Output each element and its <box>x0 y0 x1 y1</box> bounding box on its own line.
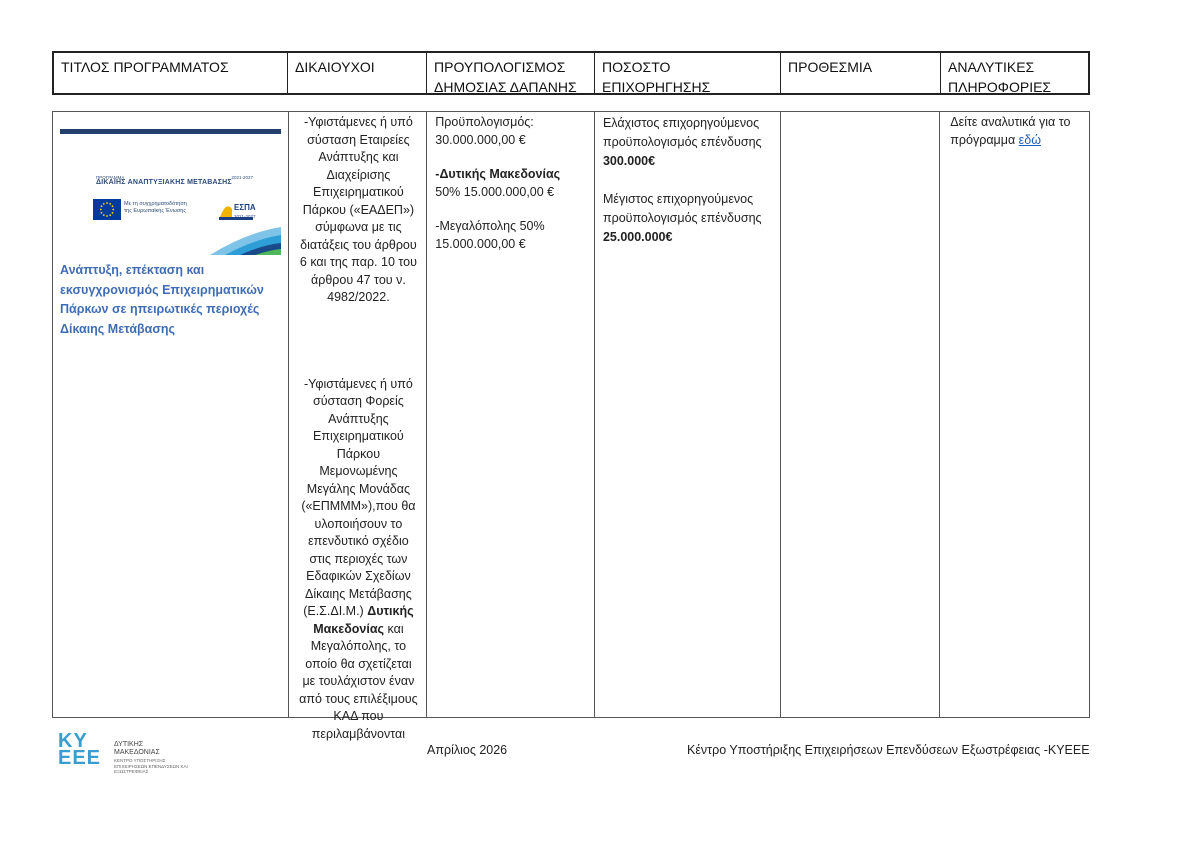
program-banner <box>60 129 281 255</box>
max-budget-label: Μέγιστος επιχορηγούμενος προϋπολογισμός επένδυσης <box>602 192 762 225</box>
beneficiaries-cell <box>289 112 428 741</box>
info-text: Δείτε αναλυτικά για το πρόγραμμα <box>950 115 1071 147</box>
banner-title: ΔΙΚΑΙΗΣ ΑΝΑΠΤΥΞΙΑΚΗΣ ΜΕΤΑΒΑΣΗΣ <box>96 179 232 186</box>
beneficiaries-text-2: -Υφιστάμενες ή υπό σύσταση Φορείς Ανάπτυξης Επιχειρηματικού Πάρκου Μεμονωμένης Μεγάλης Μονάδας («ΕΠΜΜΜ»),που θα υλοποιήσουν το επενδυτικό σχέδιο στις περιοχές των Εδαφικών Σχεδίων Δίκαιης Μετάβασης (Ε.Σ.ΔΙ.Μ.) Δυτικής Μακεδονίας και Μεγαλόπολης, το οποίο θα σχετίζεται με τουλάχιστον έναν από τους επιλέξιμους ΚΑΔ που περιλαμβάνονται <box>299 376 418 741</box>
budget-total: 30.000.000,00 € <box>435 132 526 147</box>
budget-cell <box>427 112 595 717</box>
beneficiaries-text-1: -Υφιστάμενες ή υπό σύσταση Εταιρείες Ανάπτυξης και Διαχείρισης Επιχειρηματικού Πάρκου («ΕΑΔΕΠ») σύμφωνα με τις διατάξεις του άρθρου 6 και της παρ. 10 του άρθρου 47 του ν. 4982/2022. <box>299 115 417 304</box>
header-info-col: ΑΝΑΛΥΤΙΚΕΣ ΠΛΗΡΟΦΟΡΙΕΣ <box>948 59 1052 95</box>
logo-letters: ΚΥ ΕΕΕ <box>58 730 102 769</box>
logo-subtitle: ΚΕΝΤΡΟ ΥΠΟΣΤΗΡΙΞΗΣ ΕΠΙΧΕΙΡΗΣΕΩΝ ΕΠΕΝΔΥΣΕΩΝ ΚΑΙ ΕΞΩΣΤΡΕΦΕΙΑΣ <box>114 758 188 774</box>
min-budget-value: 300.000€ <box>602 154 656 168</box>
eu-cofunding-text: Με τη συγχρηματοδότηση της Ευρωπαϊκής Ένωσης <box>124 201 187 214</box>
header-rate-col: ΠΟΣΟΣΤΟ ΕΠΙΧΟΡΗΓΗΣΗΣ <box>595 53 781 93</box>
budget-west-macedonia-label: -Δυτικής Μακεδονίας <box>435 167 561 181</box>
program-title-cell <box>53 112 289 717</box>
banner-years: 2021-2027 <box>231 175 253 180</box>
max-budget-value: 25.000.000€ <box>602 230 673 244</box>
eu-flag-icon <box>93 199 121 220</box>
info-link[interactable]: εδώ <box>1018 132 1041 147</box>
banner-program-label: ΠΡΟΓΡΑΜΜΑ <box>96 175 125 180</box>
header-budget-col: ΠΡΟΥΠΟΛΟΓΙΣΜΟΣ ΔΗΜΟΣΙΑΣ ΔΑΠΑΝΗΣ <box>427 53 595 93</box>
header-table <box>52 51 1090 95</box>
kyeee-logo <box>58 730 208 774</box>
info-cell <box>940 112 1089 717</box>
footer-date: Απρίλιος 2026 <box>427 743 508 757</box>
header-deadline-col: ΠΡΟΘΕΣΜΙΑ <box>781 53 941 93</box>
grant-rate-cell <box>595 112 781 717</box>
program-title: Ανάπτυξη, επέκταση και εκσυγχρονισμός Επιχειρηματικών Πάρκων σε ηπειρωτικές περιοχές Δίκαιης Μετάβασης <box>60 263 264 336</box>
header-beneficiaries-col: ΔΙΚΑΙΟΥΧΟΙ <box>288 53 427 93</box>
budget-west-macedonia-value: 50% 15.000.000,00 € <box>435 184 555 199</box>
header-title-col: ΤΙΤΛΟΣ ΠΡΟΓΡΑΜΜΑΤΟΣ <box>54 53 288 93</box>
program-row <box>52 111 1090 741</box>
deadline-cell <box>781 112 941 717</box>
min-budget-label: Ελάχιστος επιχορηγούμενος προϋπολογισμός επένδυσης <box>602 116 762 149</box>
footer-organization: Κέντρο Υποστήριξης Επιχειρήσεων Επενδύσεων Εξωστρέφειας -ΚΥΕΕΕ <box>687 743 1090 757</box>
budget-megalopoli-value: 15.000.000,00 € <box>435 236 526 251</box>
espa-years: 2021-2027 <box>234 214 256 219</box>
budget-label: Προϋπολογισμός: <box>435 115 534 129</box>
budget-megalopoli-label: -Μεγαλόπολης 50% <box>435 219 545 233</box>
banner-wave-graphic <box>60 225 281 255</box>
banner-top-bar <box>60 129 281 134</box>
espa-label: ΕΣΠΑ <box>234 203 256 212</box>
logo-region-name: ΔΥΤΙΚΗΣ ΜΑΚΕΔΟΝΙΑΣ <box>114 741 160 756</box>
